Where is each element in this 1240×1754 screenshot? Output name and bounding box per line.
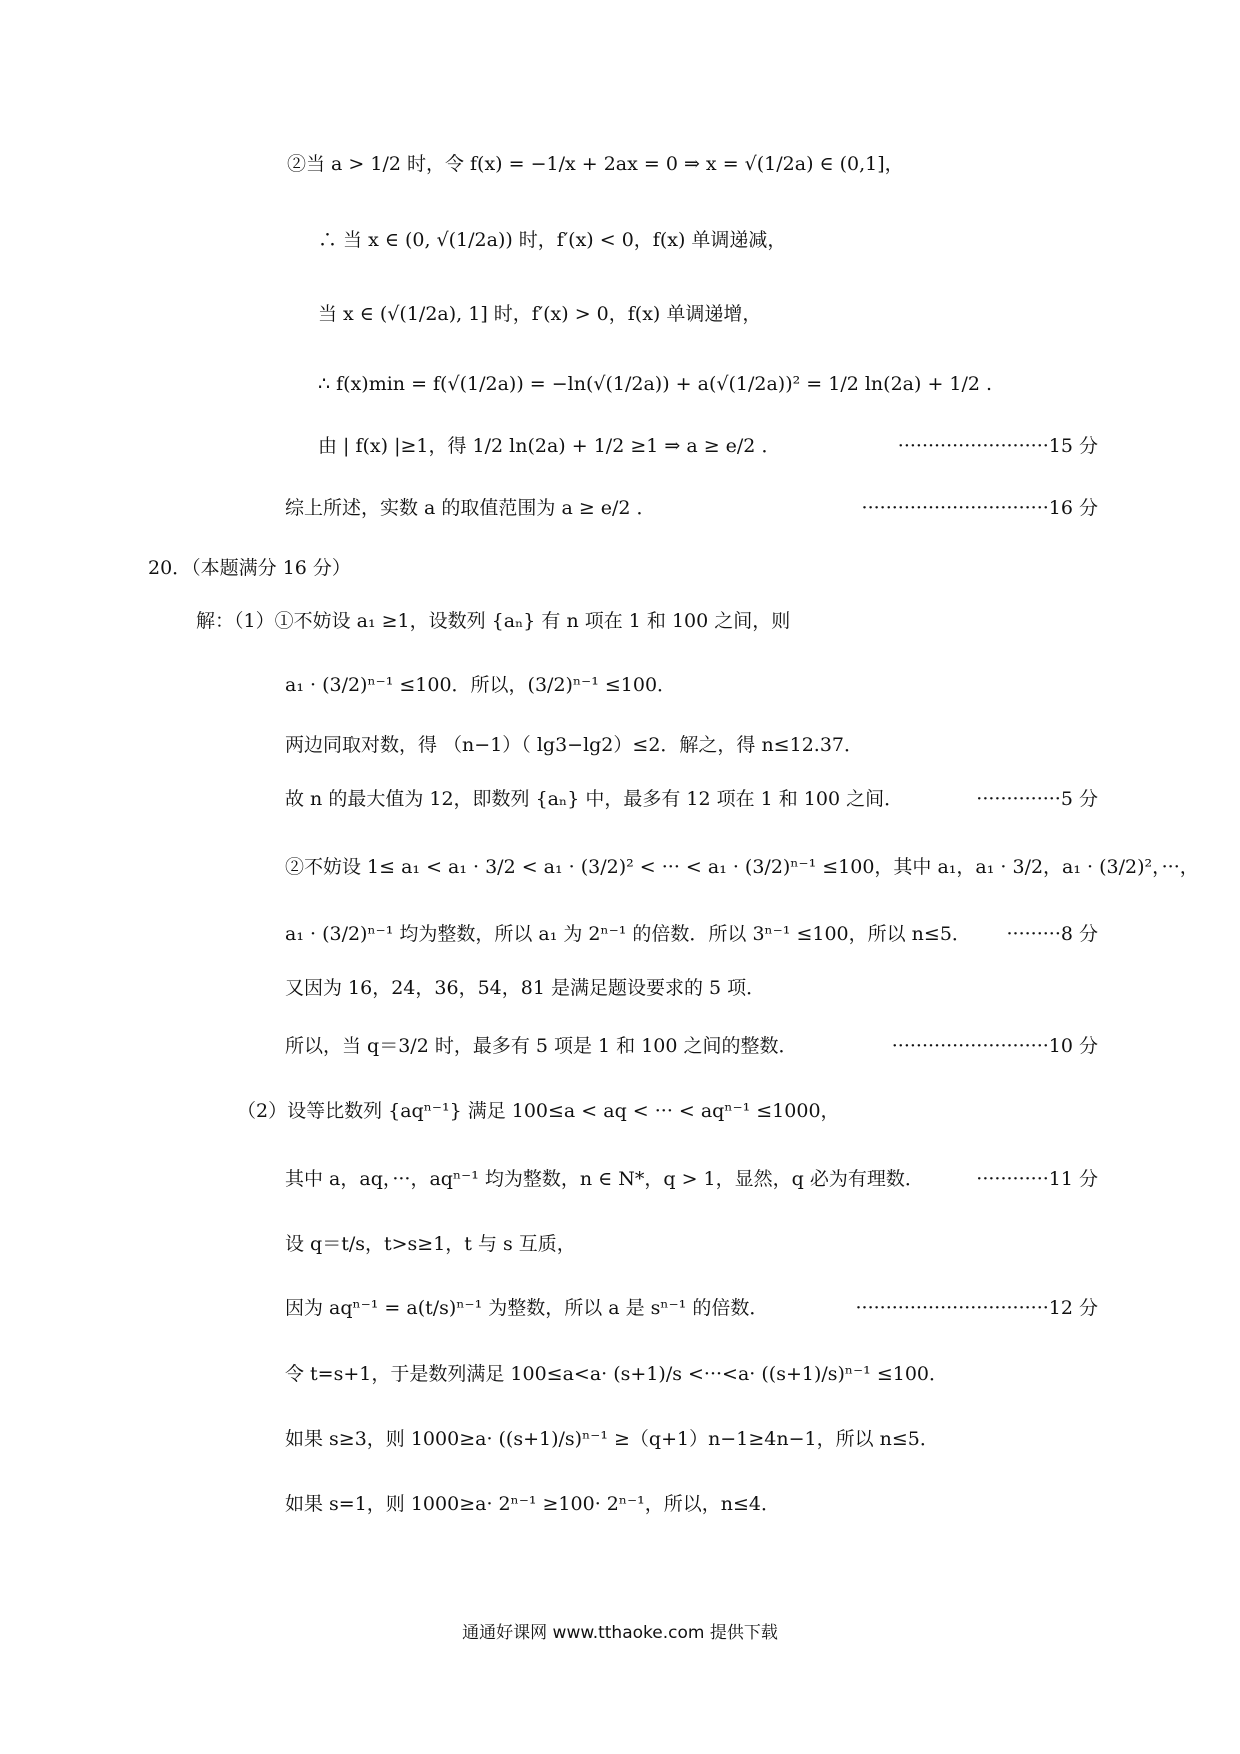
score-dots: ································ — [855, 1297, 1049, 1319]
line-12: ②不妨设 1≤ a₁ < a₁ · 3/2 < a₁ · (3/2)² < ··· < a₁ · (3/2)ⁿ⁻¹ ≤100，其中 a₁，a₁ · 3/2，a₁ · (3/2)²，···， — [285, 856, 1199, 878]
line-16: （2）设等比数列 {aqⁿ⁻¹} 满足 100≤a < aq < ··· < aqⁿ⁻¹ ≤1000， — [237, 1100, 840, 1122]
score-11 — [976, 1165, 1098, 1193]
line-4: ∴ f(x)min = f(√(1/2a)) = −ln(√(1/2a)) + a(√(1/2a))² = 1/2 ln(2a) + 1/2 . — [318, 373, 993, 395]
line-6: 综上所述，实数 a 的取值范围为 a ≥ e/2 ． — [285, 497, 656, 519]
line-11: 故 n 的最大值为 12，即数列 {aₙ} 中，最多有 12 项在 1 和 100 之间． — [285, 788, 904, 810]
score-16 — [862, 494, 1098, 522]
score-8 — [1007, 920, 1099, 948]
line-1: ②当 a > 1/2 时，令 f(x) = −1/x + 2ax = 0 ⇒ x = √(1/2a) ∈ (0,1]， — [287, 153, 904, 175]
score-value: 15 分 — [1048, 435, 1098, 457]
line-19: 因为 aqⁿ⁻¹ = a(t/s)ⁿ⁻¹ 为整数，所以 a 是 sⁿ⁻¹ 的倍数． — [285, 1297, 769, 1319]
score-value: 10 分 — [1048, 1035, 1098, 1057]
line-3: 当 x ∈ (√(1/2a), 1] 时，f′(x) > 0，f(x) 单调递增， — [318, 303, 762, 325]
problem-20-heading: 20．（本题满分 16 分） — [148, 557, 351, 579]
score-dots: ············ — [976, 1168, 1049, 1190]
score-dots: ························· — [897, 435, 1049, 457]
score-value: 16 分 — [1048, 497, 1098, 519]
score-10 — [892, 1032, 1098, 1060]
line-17: 其中 a，aq，···，aqⁿ⁻¹ 均为整数，n ∈ N*，q > 1，显然，q 必为有理数． — [285, 1168, 924, 1190]
line-21: 如果 s≥3，则 1000≥a· ((s+1)/s)ⁿ⁻¹ ≥（q+1）n−1≥4n−1，所以 n≤5． — [285, 1428, 939, 1450]
line-5: 由 | f(x) |≥1，得 1/2 ln(2a) + 1/2 ≥1 ⇒ a ≥ e/2 ． — [318, 435, 781, 457]
line-2: ∴ 当 x ∈ (0, √(1/2a)) 时，f′(x) < 0，f(x) 单调递减， — [318, 229, 787, 251]
score-value: 8 分 — [1060, 923, 1098, 945]
score-dots: ·························· — [891, 1035, 1049, 1057]
score-value: 11 分 — [1048, 1168, 1098, 1190]
line-9: a₁ · (3/2)ⁿ⁻¹ ≤100．所以，(3/2)ⁿ⁻¹ ≤100． — [285, 674, 677, 696]
score-value: 12 分 — [1048, 1297, 1098, 1319]
line-20: 令 t=s+1，于是数列满足 100≤a<a· (s+1)/s <···<a· ((s+1)/s)ⁿ⁻¹ ≤100． — [285, 1363, 949, 1385]
line-22: 如果 s=1，则 1000≥a· 2ⁿ⁻¹ ≥100· 2ⁿ⁻¹，所以，n≤4． — [285, 1493, 780, 1515]
footer-credit: 通通好课网 www.tthaoke.com 提供下载 — [462, 1623, 778, 1643]
score-15 — [898, 432, 1098, 460]
line-15: 所以，当 q＝3/2 时，最多有 5 项是 1 和 100 之间的整数． — [285, 1035, 798, 1057]
score-dots: ········· — [1006, 923, 1061, 945]
line-10: 两边同取对数，得 （n−1）（ lg3−lg2）≤2．解之，得 n≤12.37． — [285, 734, 863, 756]
line-13: a₁ · (3/2)ⁿ⁻¹ 均为整数，所以 a₁ 为 2ⁿ⁻¹ 的倍数．所以 3ⁿ⁻¹ ≤100，所以 n≤5． — [285, 923, 971, 945]
score-12 — [856, 1294, 1098, 1322]
score-dots: ·············· — [976, 788, 1061, 810]
line-8: 解：（1）①不妨设 a₁ ≥1，设数列 {aₙ} 有 n 项在 1 和 100 之间，则 — [196, 610, 791, 632]
line-18: 设 q＝t/s，t>s≥1，t 与 s 互质， — [285, 1233, 576, 1255]
score-dots: ······························· — [861, 497, 1049, 519]
score-5 — [976, 785, 1098, 813]
line-14: 又因为 16，24，36，54，81 是满足题设要求的 5 项． — [285, 977, 766, 999]
score-value: 5 分 — [1060, 788, 1098, 810]
